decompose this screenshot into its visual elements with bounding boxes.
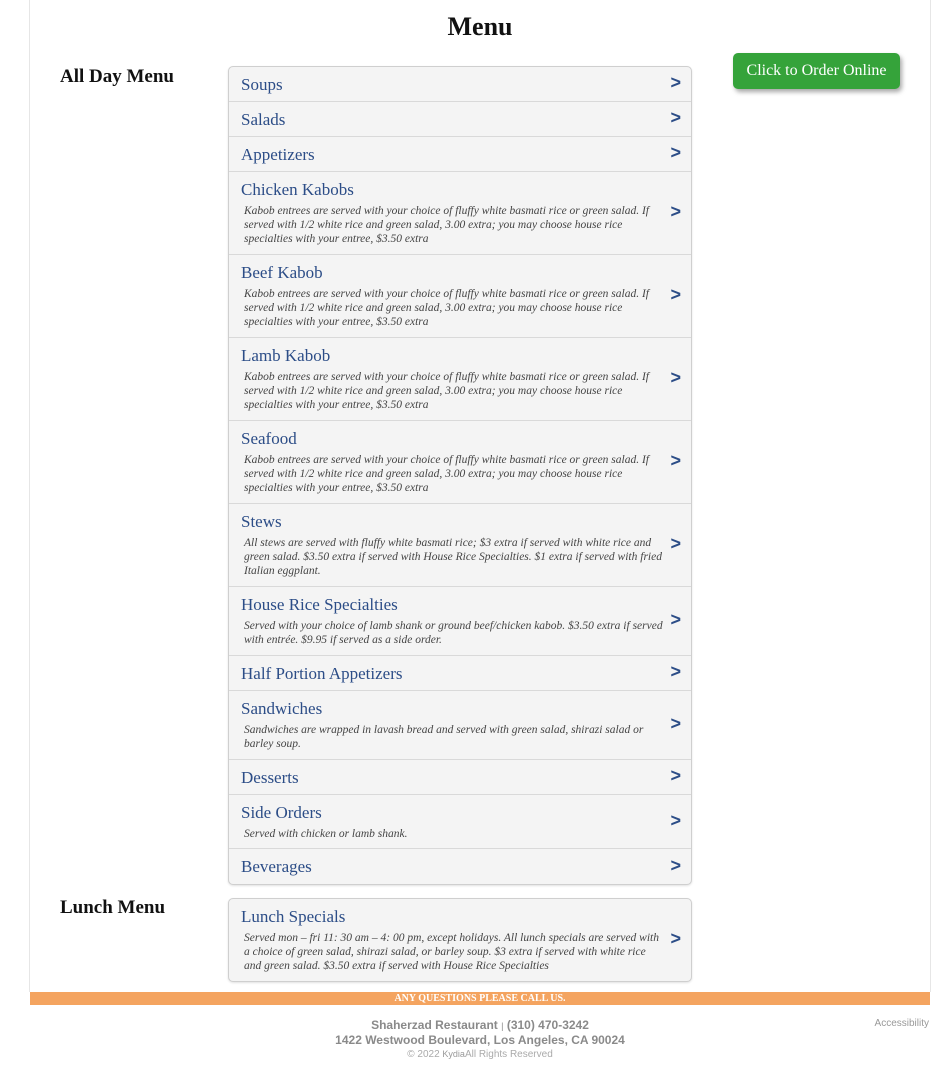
menu-item-description: Served with your choice of lamb shank or ground beef/chicken kabob. $3.50 extra if served with entrée. $9.95 if served as a side order.	[244, 620, 663, 646]
chevron-right-icon: >	[670, 765, 681, 786]
menu-item[interactable]	[229, 338, 691, 421]
menu-item-name: Salads	[241, 110, 286, 129]
chevron-right-icon: >	[670, 533, 681, 554]
chevron-right-icon: >	[670, 142, 681, 163]
menu-item[interactable]	[229, 849, 691, 884]
section-label-lunch: Lunch Menu	[60, 897, 166, 918]
chevron-right-icon: >	[670, 201, 681, 222]
menu-item-description: Kabob entrees are served with your choice of fluffy white basmati rice or green salad. If served with 1/2 white rice and green salad, 3.00 extra; you may choose house rice specialties with your entree, $3.50 extra	[244, 371, 649, 411]
phone-link[interactable]: (310) 470-3242	[506, 1018, 589, 1032]
menu-item-name: Seafood	[241, 429, 297, 448]
menu-item-name: Stews	[241, 512, 282, 531]
menu-item[interactable]	[229, 67, 691, 102]
menu-item-description: Kabob entrees are served with your choice of fluffy white basmati rice or green salad. If served with 1/2 white rice and green salad, 3.00 extra; you may choose house rice specialties with your entree, $3.50 extra	[244, 205, 649, 245]
chevron-right-icon: >	[670, 928, 681, 949]
menu-item[interactable]	[229, 795, 691, 849]
section-label-all-day: All Day Menu	[60, 66, 174, 87]
menu-item[interactable]	[229, 691, 691, 760]
lunch-menu-list	[228, 898, 692, 982]
menu-item-name: Sandwiches	[241, 699, 323, 718]
menu-item[interactable]	[229, 760, 691, 795]
menu-item[interactable]	[229, 504, 691, 587]
menu-item[interactable]	[229, 587, 691, 656]
chevron-right-icon: >	[670, 713, 681, 734]
chevron-right-icon: >	[670, 609, 681, 630]
menu-item-name: Lamb Kabob	[241, 346, 331, 365]
rights-text: All Rights Reserved	[464, 1049, 553, 1060]
order-online-button[interactable]: Click to Order Online	[733, 53, 900, 89]
menu-item-description: Kabob entrees are served with your choice of fluffy white basmati rice or green salad. If served with 1/2 white rice and green salad, 3.00 extra; you may choose house rice specialties with your entree, $3.50 extra	[244, 288, 649, 328]
menu-item-description: All stews are served with fluffy white basmati rice; $3 extra if served with white rice and green salad. $3.50 extra if served with House Rice Specialties. $1 extra if served with fried Italian eggplant.	[244, 537, 662, 577]
menu-item-description: Kabob entrees are served with your choice of fluffy white basmati rice or green salad. If served with 1/2 white rice and green salad, 3.00 extra; you may choose house rice specialties with your entree, $3.50 extra	[244, 454, 649, 494]
menu-item[interactable]	[229, 137, 691, 172]
menu-item-name: Chicken Kabobs	[241, 180, 354, 199]
menu-item[interactable]	[229, 421, 691, 504]
restaurant-name: Shaherzad Restaurant	[371, 1018, 498, 1032]
page-title: Menu	[447, 12, 513, 41]
menu-item[interactable]	[229, 102, 691, 137]
menu-item-description: Served with chicken or lamb shank.	[244, 828, 408, 840]
menu-item-name: Half Portion Appetizers	[241, 664, 403, 683]
menu-item-description: Sandwiches are wrapped in lavash bread and served with green salad, shirazi salad or barley soup.	[244, 724, 644, 750]
menu-item-name: House Rice Specialties	[241, 595, 398, 614]
accessibility-link[interactable]: Accessibility	[874, 1018, 929, 1029]
copyright	[0, 1049, 945, 1060]
menu-item-name: Beef Kabob	[241, 263, 323, 282]
all-day-menu-list	[228, 66, 692, 885]
menu-item-name: Soups	[241, 75, 283, 94]
menu-item-name: Appetizers	[241, 145, 315, 164]
menu-item[interactable]	[229, 899, 691, 981]
info-separator: |	[501, 1021, 504, 1031]
address: 1422 Westwood Boulevard, Los Angeles, CA 90024	[335, 1033, 625, 1047]
copyright-year: © 2022	[407, 1049, 440, 1060]
menu-item-name: Beverages	[241, 857, 312, 876]
chevron-right-icon: >	[670, 284, 681, 305]
menu-item[interactable]	[229, 172, 691, 255]
questions-banner: ANY QUESTIONS PLEASE CALL US.	[30, 992, 930, 1005]
restaurant-info	[0, 1018, 945, 1047]
chevron-right-icon: >	[670, 107, 681, 128]
menu-item[interactable]	[229, 656, 691, 691]
menu-item-name: Desserts	[241, 768, 299, 787]
chevron-right-icon: >	[670, 367, 681, 388]
menu-item-name: Side Orders	[241, 803, 322, 822]
chevron-right-icon: >	[670, 661, 681, 682]
kydia-link[interactable]: Kydia	[442, 1049, 465, 1059]
menu-item[interactable]	[229, 255, 691, 338]
chevron-right-icon: >	[670, 450, 681, 471]
menu-item-name: Lunch Specials	[241, 907, 346, 926]
chevron-right-icon: >	[670, 72, 681, 93]
chevron-right-icon: >	[670, 854, 681, 875]
chevron-right-icon: >	[670, 809, 681, 830]
menu-item-description: Served mon – fri 11: 30 am – 4: 00 pm, except holidays. All lunch specials are served with a choice of green salad, shirazi salad, or barley soup. $3 extra if served with white rice and green salad. $3.50 extra if served with House Rice Specialties	[244, 932, 659, 972]
